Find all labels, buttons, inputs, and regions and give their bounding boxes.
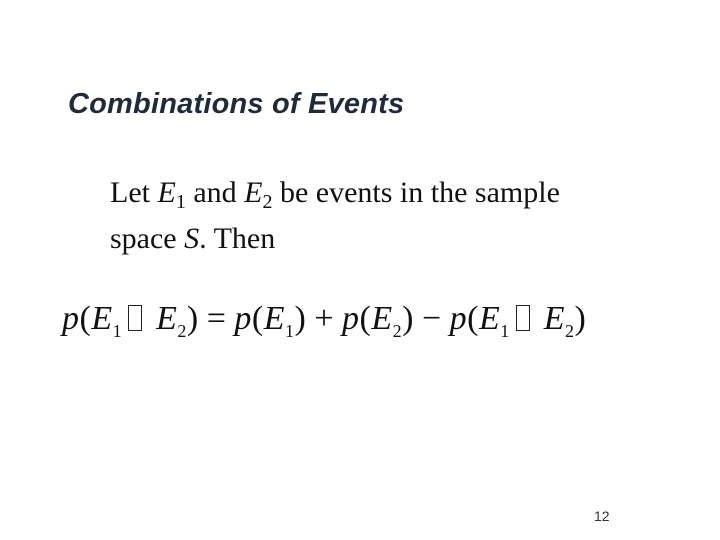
formula-p: p — [342, 300, 360, 337]
body-line-1 — [110, 170, 690, 216]
formula-var-e: E — [543, 300, 566, 337]
formula-plus: + — [314, 300, 335, 337]
slide-title: Combinations of Events — [68, 88, 405, 120]
formula-var-e: E — [371, 300, 393, 337]
body-and: and — [185, 176, 245, 209]
formula-p: p — [449, 300, 468, 337]
formula-var-e: E — [478, 300, 501, 337]
formula-sub: 2 — [392, 321, 403, 341]
body-text — [110, 170, 690, 262]
body-var-e2: E — [244, 176, 263, 209]
body-let: Let — [110, 176, 158, 209]
body-then: . Then — [199, 222, 276, 255]
formula-paren: ) — [294, 300, 307, 337]
missing-glyph-icon — [128, 305, 142, 331]
formula-sub: 2 — [177, 321, 187, 341]
body-sub-1: 1 — [175, 191, 186, 213]
body-var-e1: E — [157, 176, 176, 209]
formula-var-e: E — [263, 300, 286, 337]
formula-p: p — [234, 300, 252, 337]
body-rest: be events in the sample — [272, 176, 560, 209]
formula-sub: 1 — [500, 321, 510, 341]
body-sub-2: 2 — [262, 191, 273, 213]
formula-paren: ( — [359, 300, 372, 337]
formula-sub: 2 — [565, 321, 575, 341]
formula-paren: ) — [186, 300, 199, 337]
formula-p: p — [62, 300, 80, 337]
formula-paren: ) — [402, 300, 414, 337]
formula-paren: ) — [574, 300, 587, 337]
body-line-2 — [110, 216, 690, 262]
formula-paren: ( — [251, 300, 264, 337]
body-var-s: S — [184, 222, 200, 255]
formula-minus: − — [421, 300, 442, 337]
formula-var-e: E — [156, 300, 178, 337]
formula-sub: 1 — [285, 321, 295, 341]
formula-paren: ( — [467, 300, 479, 337]
union-formula — [62, 300, 587, 341]
page-number: 12 — [594, 508, 610, 524]
body-space: space — [110, 222, 185, 255]
formula-equals: = — [206, 300, 227, 337]
missing-glyph-icon — [516, 305, 530, 331]
formula-sub: 1 — [112, 321, 123, 341]
formula-paren: ( — [79, 300, 92, 337]
formula-var-e: E — [91, 300, 113, 337]
